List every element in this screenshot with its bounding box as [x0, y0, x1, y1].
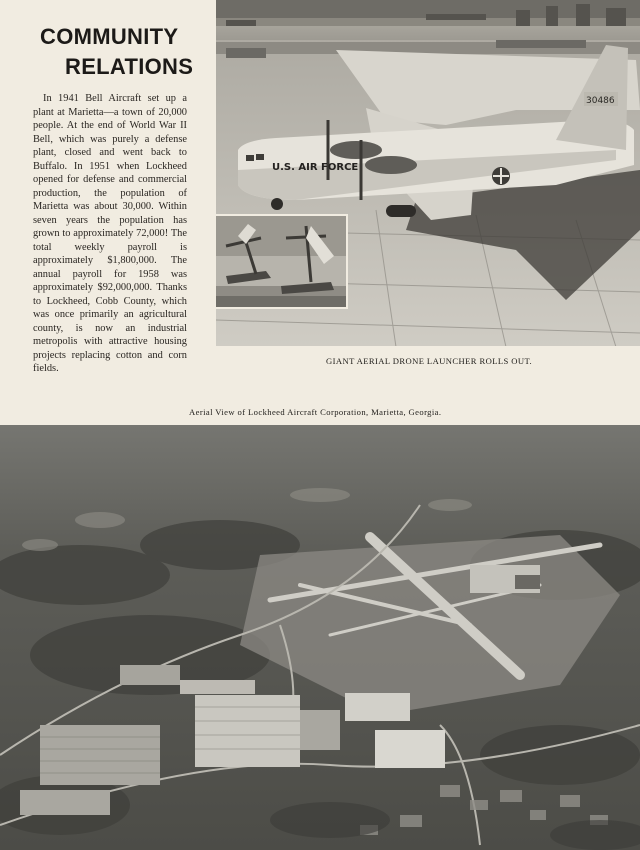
article-body: In 1941 Bell Aircraft set up a plant at Marietta—a town of 20,000 people. At the end of World War II Bell, which was purely a defense plant, closed and went back to Buffalo. In 1951 when Lockheed opened for defense and commercial production, the population of Marietta was about 30,000. Within seven years the population has grown to approximately 72,000! The total weekly payroll is approximately $1,800,000. The annual payroll for 1958 was approximately $92,000,000. Thanks to Lockheed, Cobb County, which was once primarily an agricultural county, is now an industrial metropolis with attractive housing projects replacing cotton and corn fields.	[33, 93, 187, 374]
aerial-caption: Aerial View of Lockheed Aircraft Corporation, Marietta, Georgia.	[189, 407, 442, 417]
fuselage-marking: U.S. AIR FORCE	[272, 162, 359, 173]
drone-caption: GIANT AERIAL DRONE LAUNCHER ROLLS OUT.	[326, 356, 533, 366]
title-line-1: COMMUNITY	[40, 24, 179, 49]
drone-inset-photo	[214, 214, 348, 309]
page-title	[10, 22, 210, 82]
tail-number: 30486	[586, 96, 615, 106]
title-line-2: RELATIONS	[65, 54, 194, 79]
aerial-view-photo	[0, 425, 640, 850]
